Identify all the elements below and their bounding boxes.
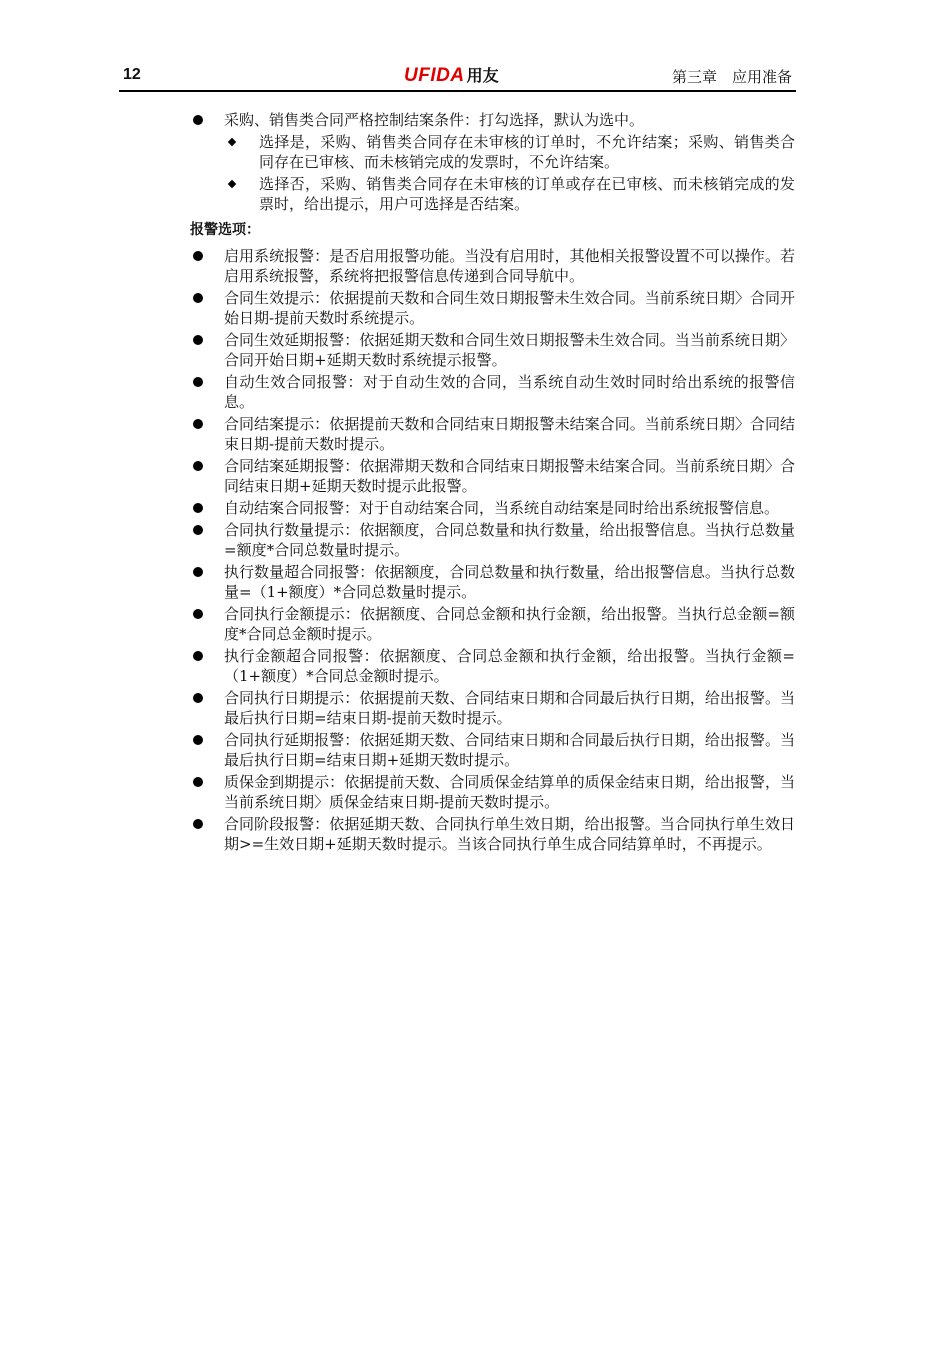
bullet-dot-icon: [193, 251, 203, 261]
list-item: [187, 562, 795, 602]
list-item-text: 质保金到期提示：依据提前天数、合同质保金结算单的质保金结束日期，给出报警，当当前系统日期〉质保金结束日期-提前天数时提示。: [224, 773, 795, 811]
list-item: [187, 372, 795, 412]
list-item-text: 合同执行数量提示：依据额度，合同总数量和执行数量，给出报警信息。当执行总数量=额度*合同总数量时提示。: [224, 521, 795, 559]
list-item-text: 执行金额超合同报警：依据额度、合同总金额和执行金额，给出报警。当执行金额=（1+额度）*合同总金额时提示。: [224, 647, 795, 685]
list-item-text: 启用系统报警：是否启用报警功能。当没有启用时，其他相关报警设置不可以操作。若启用系统报警，系统将把报警信息传递到合同导航中。: [224, 247, 795, 285]
list-item-text: 合同生效延期报警：依据延期天数和合同生效日期报警未生效合同。当当前系统日期〉合同开始日期+延期天数时系统提示报警。: [224, 331, 795, 369]
list-item-text: 合同执行日期提示：依据提前天数、合同结束日期和合同最后执行日期，给出报警。当最后执行日期=结束日期-提前天数时提示。: [224, 689, 795, 727]
list-item-text: 采购、销售类合同严格控制结案条件：打勾选择，默认为选中。: [224, 111, 645, 129]
alarm-options-list: [187, 246, 795, 854]
list-item-text: 合同结案提示：依据提前天数和合同结束日期报警未结案合同。当前系统日期〉合同结束日期-提前天数时提示。: [224, 415, 795, 453]
intro-list: [187, 110, 795, 214]
bullet-dot-icon: [193, 819, 203, 829]
sub-list-item: [224, 174, 795, 214]
list-item-text: 自动结案合同报警：对于自动结案合同，当系统自动结案是同时给出系统报警信息。: [224, 499, 780, 517]
list-item-text: 合同结案延期报警：依据滞期天数和合同结束日期报警未结案合同。当前系统日期〉合同结束日期+延期天数时提示此报警。: [224, 457, 795, 495]
list-item: [187, 246, 795, 286]
ufida-logo: [404, 63, 499, 87]
list-item-text: 自动生效合同报警：对于自动生效的合同，当系统自动生效时同时给出系统的报警信息。: [224, 373, 795, 411]
bullet-dot-icon: [193, 525, 203, 535]
page-number: 12: [123, 66, 141, 83]
bullet-dot-icon: [193, 503, 203, 513]
list-item: [187, 288, 795, 328]
list-item-text: 合同阶段报警：依据延期天数、合同执行单生效日期，给出报警。当合同执行单生效日期>=生效日期+延期天数时提示。当该合同执行单生成合同结算单时，不再提示。: [224, 815, 795, 853]
bullet-dot-icon: [193, 735, 203, 745]
diamond-bullet-icon: [228, 138, 236, 146]
list-item: [187, 456, 795, 496]
list-item: [187, 498, 795, 518]
list-item: [187, 730, 795, 770]
list-item: [187, 330, 795, 370]
list-item-text: 合同执行金额提示：依据额度、合同总金额和执行金额，给出报警。当执行总金额=额度*合同总金额时提示。: [224, 605, 795, 643]
bullet-dot-icon: [193, 419, 203, 429]
list-item: [187, 110, 795, 214]
sub-list-item: [224, 132, 795, 172]
list-item: [187, 814, 795, 854]
bullet-dot-icon: [193, 777, 203, 787]
list-item: [187, 772, 795, 812]
list-item-text: 合同执行延期报警：依据延期天数、合同结束日期和合同最后执行日期，给出报警。当最后执行日期=结束日期+延期天数时提示。: [224, 731, 795, 769]
sub-list-item-text: 选择是，采购、销售类合同存在未审核的订单时，不允许结案；采购、销售类合同存在已审核、而未核销完成的发票时，不允许结案。: [259, 133, 795, 171]
list-item: [187, 646, 795, 686]
bullet-dot-icon: [193, 461, 203, 471]
list-item: [187, 604, 795, 644]
bullet-dot-icon: [193, 651, 203, 661]
bullet-dot-icon: [193, 609, 203, 619]
list-item: [187, 520, 795, 560]
logo-text-cn: 用友: [466, 66, 499, 85]
bullet-dot-icon: [193, 377, 203, 387]
bullet-dot-icon: [193, 567, 203, 577]
sub-list-item-text: 选择否，采购、销售类合同存在未审核的订单或存在已审核、而未核销完成的发票时，给出提示，用户可选择是否结案。: [259, 175, 795, 213]
page-header: [119, 60, 796, 92]
page-body: [187, 110, 795, 856]
list-item-text: 执行数量超合同报警：依据额度，合同总数量和执行数量，给出报警信息。当执行总数量=（1+额度）*合同总数量时提示。: [224, 563, 795, 601]
sub-list: [224, 132, 795, 214]
bullet-dot-icon: [193, 693, 203, 703]
logo-text-en: UFIDA: [404, 65, 465, 86]
bullet-dot-icon: [193, 293, 203, 303]
section-heading: 报警选项：: [190, 222, 260, 238]
list-item: [187, 414, 795, 454]
diamond-bullet-icon: [228, 180, 236, 188]
list-item-text: 合同生效提示：依据提前天数和合同生效日期报警未生效合同。当前系统日期〉合同开始日期-提前天数时系统提示。: [224, 289, 795, 327]
list-item: [187, 688, 795, 728]
bullet-dot-icon: [193, 115, 203, 125]
chapter-title: 第三章 应用准备: [671, 68, 792, 86]
bullet-dot-icon: [193, 335, 203, 345]
